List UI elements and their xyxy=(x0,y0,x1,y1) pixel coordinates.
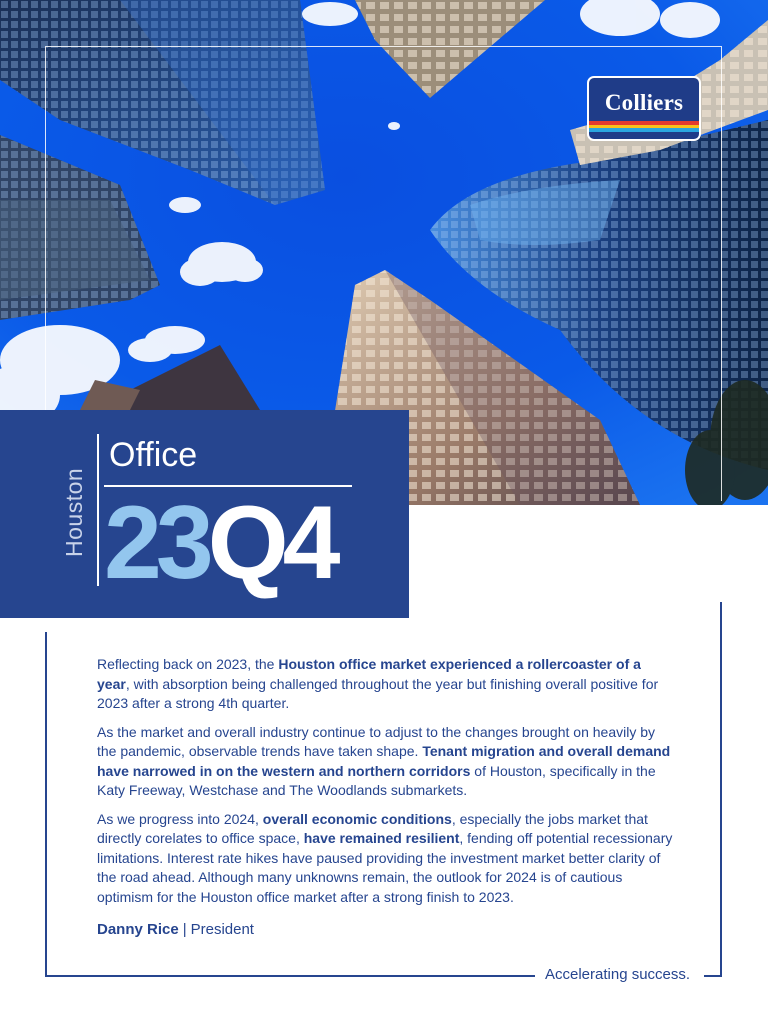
tagline: Accelerating success. xyxy=(545,966,691,983)
logo-stripes xyxy=(589,121,699,132)
period-quarter: Q4 xyxy=(207,485,335,601)
report-period xyxy=(104,483,334,603)
signature-separator: | xyxy=(182,921,187,938)
paragraph-2: As the market and overall industry continue to adjust to the changes brought on heavily by the pandemic, observable trends have taken shape. Tenant migration and overall demand have narrowed in on the western and northern corridors of Houston, specifically in the Katy Freeway, Westchase and The Woodlands submarkets. xyxy=(97,723,671,798)
intro-text xyxy=(97,655,677,940)
frame-bottom-line xyxy=(45,975,535,977)
logo-wordmark: Colliers xyxy=(604,90,684,115)
paragraph-1: Reflecting back on 2023, the Houston office market experienced a rollercoaster of a year, with absorption being challenged throughout the year but finishing overall positive for 2023 after a strong 4th quarter. xyxy=(97,656,659,711)
signature xyxy=(97,920,677,940)
colliers-logo xyxy=(587,76,701,141)
frame-bottom-right-line xyxy=(704,975,722,977)
paragraph-3: As we progress into 2024, overall economic conditions, especially the jobs market that directly corelates to office space, have remained resilient, fending off potential recessionary limitations. Interest rate hikes have paused providing the investment market better clarity of the road ahead. Although many unknowns remain, the outlook for 2024 is of cautious optimism for the Houston office market after a strong finish to 2023. xyxy=(97,810,673,905)
author-name: Danny Rice xyxy=(97,921,179,938)
sector-label: Office xyxy=(109,436,198,474)
frame-right-line xyxy=(720,602,722,977)
frame-left-line xyxy=(45,632,47,977)
city-label: Houston xyxy=(61,467,87,557)
title-divider-vertical xyxy=(97,434,99,586)
author-role: President xyxy=(190,921,254,938)
period-year: 23 xyxy=(104,485,208,601)
